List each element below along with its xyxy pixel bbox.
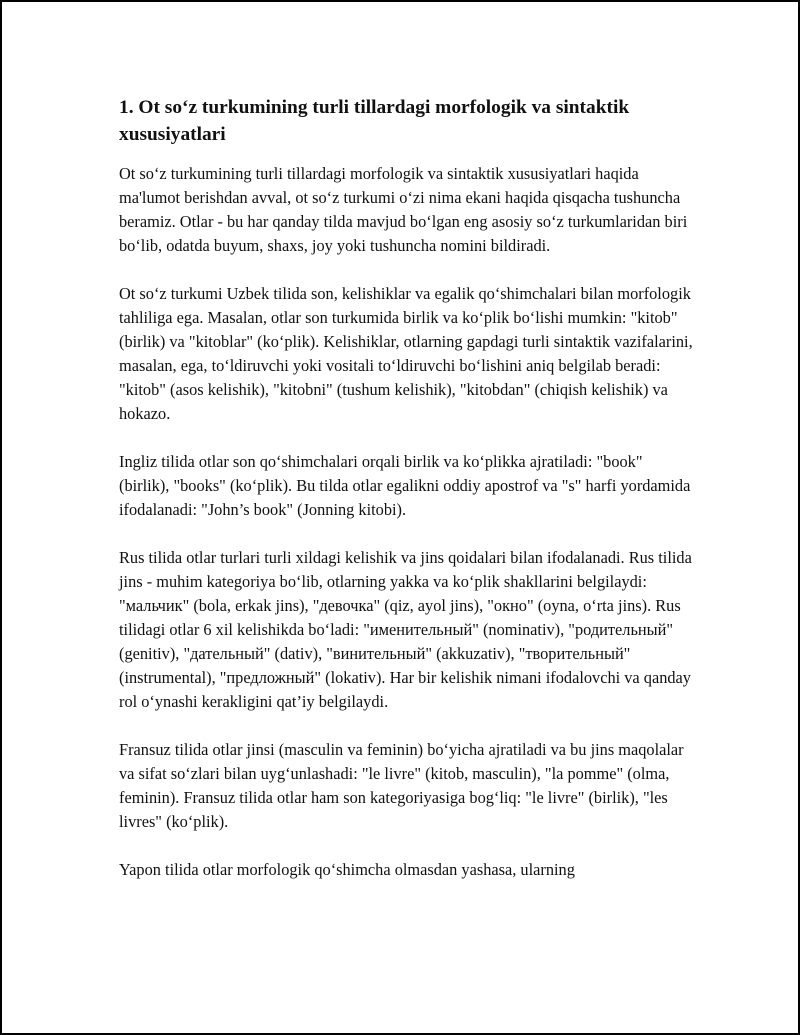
paragraph-uzbek: Ot so‘z turkumi Uzbek tilida son, kelishiklar va egalik qo‘shimchalari bilan morfologik tahliliga ega. Masalan, otlar son turkumida birlik va ko‘plik bo‘lishi mumkin: "kitob" (birlik) va "kitoblar" (ko‘plik). Kelishiklar, otlarning gapdagi turli sintaktik vazifalarini, masalan, ega, to‘ldiruvchi yoki vositali to‘ldiruvchi bo‘lishini aniq belgilab beradi: "kitob" (asos kelishik), "kitobni" (tushum kelishik), "kitobdan" (chiqish kelishik) va hokazo. — [119, 284, 693, 423]
paragraph-intro: Ot so‘z turkumining turli tillardagi morfologik va sintaktik xususiyatlari haqida ma'lumot berishdan avval, ot so‘z turkumi o‘zi nima ekani haqida qisqacha tushuncha beramiz. Otlar - bu har qanday tilda mavjud bo‘lgan eng asosiy so‘z turkumlaridan biri bo‘lib, odatda buyum, shaxs, joy yoki tushuncha nomini bildiradi. — [119, 164, 688, 255]
paragraph-japanese: Yapon tilida otlar morfologik qo‘shimcha olmasdan yashasa, ularning — [119, 860, 575, 879]
section-heading: 1. Ot so‘z turkumining turli tillardagi morfologik va sintaktik xususiyatlari — [119, 97, 630, 145]
paragraph-russian: Rus tilida otlar turlari turli xildagi kelishik va jins qoidalari bilan ifodalanadi. Rus tilida jins - muhim kategoriya bo‘lib, otlarning yakka va ko‘plik shakllarini belgilaydi: "мальчик" (bola, erkak jins), "девочка" (qiz, ayol jins), "окно" (oyna, o‘rta jins). Rus tilidagi otlar 6 xil kelishikda bo‘ladi: "именительный" (nominativ), "родительный" (genitiv), "дательный" (dativ), "винительный" (akkuzativ), "творительный" (instrumental), "предложный" (lokativ). Har bir kelishik nimani ifodalovchi va qanday rol o‘ynashi kerakligini qat’iy belgilaydi. — [119, 548, 692, 711]
paragraph-french: Fransuz tilida otlar jinsi (masculin va feminin) bo‘yicha ajratiladi va bu jins maqolalar va sifat so‘zlari bilan uyg‘unlashadi: "le livre" (kitob, masculin), "la pomme" (olma, feminin). Fransuz tilida otlar ham son kategoriyasiga bog‘liq: "le livre" (birlik), "les livres" (ko‘plik). — [119, 740, 684, 831]
paragraph-english: Ingliz tilida otlar son qo‘shimchalari orqali birlik va ko‘plikka ajratiladi: "book" (birlik), "books" (ko‘plik). Bu tilda otlar egalikni oddiy apostrof va "s" harfi yordamida ifodalanadi: "John’s book" (Jonning kitobi). — [119, 452, 691, 519]
document-body — [119, 94, 694, 906]
